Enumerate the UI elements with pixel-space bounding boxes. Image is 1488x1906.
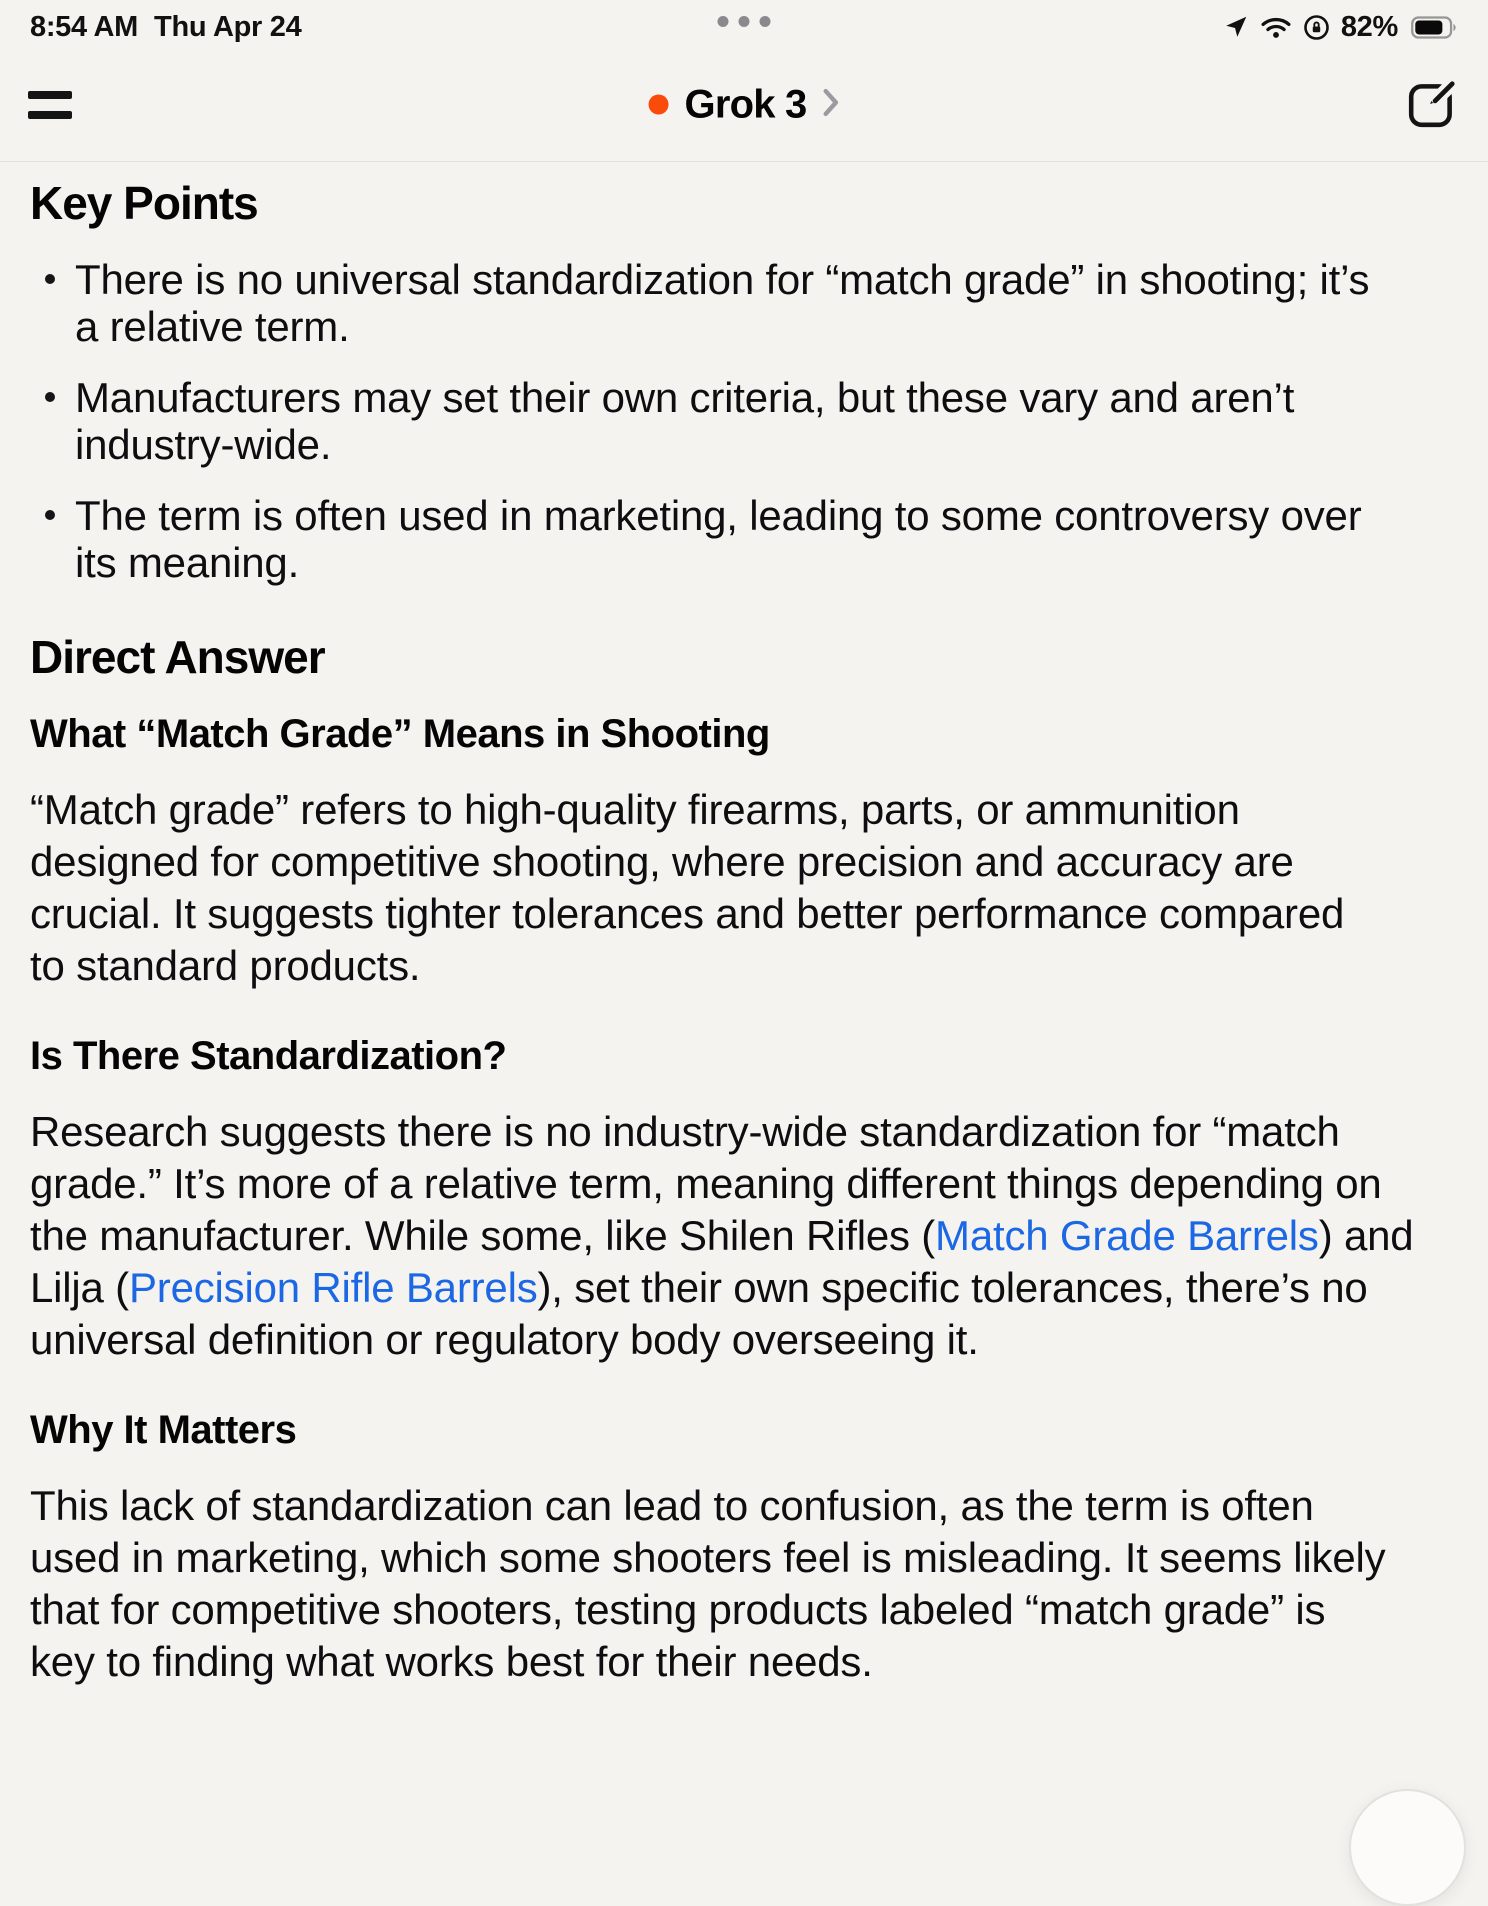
section-paragraph: This lack of standardization can lead to confusion, as the term is often used in marketing, which some shooters feel is misleading. It seems likely that for competitive shooters, testing products labeled “match grade” is key to finding what works best for their needs.	[30, 1482, 1386, 1685]
bullet-icon	[45, 392, 55, 402]
section-paragraph: “Match grade” refers to high-quality firearms, parts, or ammunition designed for competitive shooting, where precision and accuracy are crucial. It suggests tighter tolerances and better performance compared to standard products.	[30, 786, 1345, 989]
menu-bar-icon	[28, 91, 72, 99]
status-time: 8:54 AM	[30, 10, 139, 43]
compose-icon	[1406, 118, 1460, 133]
section-what-match-grade-means	[30, 710, 1458, 992]
key-point-item	[30, 492, 1458, 586]
key-points-heading: Key Points	[30, 177, 258, 229]
status-time-date	[30, 11, 301, 44]
chat-response	[0, 176, 1488, 1688]
key-point-item	[30, 256, 1458, 350]
bullet-icon	[45, 274, 55, 284]
key-point-item	[30, 374, 1458, 468]
section-heading: Why It Matters	[30, 1408, 297, 1452]
nav-bar	[0, 48, 1488, 162]
wifi-icon	[1260, 15, 1292, 39]
rotation-lock-icon	[1303, 14, 1330, 41]
section-paragraph: Research suggests there is no industry-wide standardization for “match grade.” It’s more of a relative term, meaning different things depending on the manufacturer. While some, like Shilen Rifles (Match Grade Barrels) and Lilja (Precision Rifle Barrels), set their own specific tolerances, there’s no universal definition or regulatory body overseeing it.	[30, 1108, 1414, 1363]
status-bar	[0, 0, 1488, 48]
multitasking-dots-icon[interactable]	[718, 16, 771, 27]
battery-percent: 82%	[1340, 10, 1398, 43]
link-match-grade-barrels[interactable]: Match Grade Barrels	[935, 1212, 1319, 1259]
chevron-right-icon	[822, 87, 839, 122]
status-date: Thu Apr 24	[154, 10, 302, 43]
battery-icon	[1411, 16, 1458, 39]
key-point-text: There is no universal standardization for “match grade” in shooting; it’s a relative term.	[75, 256, 1370, 350]
key-points-list	[30, 256, 1458, 586]
link-precision-rifle-barrels[interactable]: Precision Rifle Barrels	[128, 1264, 538, 1311]
menu-bar-icon	[28, 111, 72, 119]
key-point-text: The term is often used in marketing, leading to some controversy over its meaning.	[75, 492, 1362, 586]
scroll-to-bottom-button[interactable]	[1349, 1789, 1466, 1906]
model-title: Grok 3	[684, 82, 807, 126]
section-why-it-matters	[30, 1406, 1458, 1688]
status-indicators	[1223, 11, 1458, 44]
bullet-icon	[45, 510, 55, 520]
section-heading: What “Match Grade” Means in Shooting	[30, 712, 770, 756]
location-icon	[1223, 14, 1249, 40]
dot-icon	[718, 16, 729, 27]
dot-icon	[739, 16, 750, 27]
sidebar-menu-button[interactable]	[28, 91, 72, 119]
section-heading: Is There Standardization?	[30, 1034, 507, 1078]
key-point-text: Manufacturers may set their own criteria, but these vary and aren’t industry-wide.	[75, 374, 1295, 468]
model-selector[interactable]	[649, 82, 840, 127]
section-is-there-standardization	[30, 1032, 1458, 1366]
dot-icon	[760, 16, 771, 27]
model-status-dot-icon	[649, 95, 669, 115]
direct-answer-heading: Direct Answer	[30, 631, 325, 683]
new-chat-button[interactable]	[1406, 76, 1460, 133]
